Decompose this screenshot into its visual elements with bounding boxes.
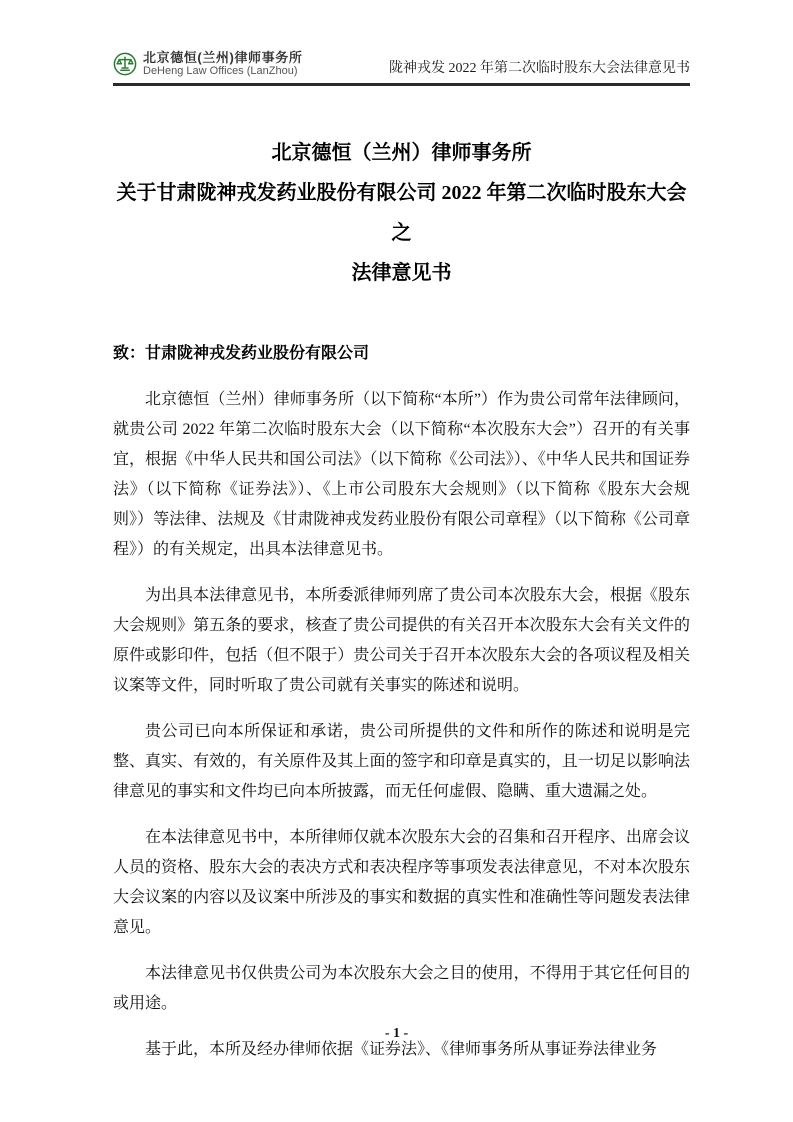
body-paragraph-4: 在本法律意见书中，本所律师仅就本次股东大会的召集和召开程序、出席会议人员的资格、股东大会的表决方式和表决程序等事项发表法律意见，不对本次股东大会议案的内容以及议案中所涉及的事实和数据的真实性和准确性等问题发表法律意见。 bbox=[113, 829, 690, 936]
title-line-1: 北京德恒（兰州）律师事务所 bbox=[271, 142, 532, 164]
body-paragraph-6: 基于此，本所及经办律师依据《证券法》、《律师事务所从事证券法律业务 bbox=[145, 1041, 658, 1058]
page-header bbox=[113, 50, 690, 86]
firm-name-block bbox=[143, 50, 302, 78]
firm-name-en: DeHeng Law Offices (LanZhou) bbox=[143, 65, 298, 77]
body-paragraph-2: 为出具本法律意见书，本所委派律师列席了贵公司本次股东大会，根据《股东大会规则》第五条的要求，核查了贵公司提供的有关召开本次股东大会有关文件的原件或影印件，包括（但不限于）贵公司关于召开本次股东大会的各项议程及相关议案等文件，同时听取了贵公司就有关事实的陈述和说明。 bbox=[113, 587, 690, 694]
title-line-2: 关于甘肃陇神戎发药业股份有限公司 2022 年第二次临时股东大会之 bbox=[116, 182, 687, 244]
body-paragraph-5: 本法律意见书仅供贵公司为本次股东大会之目的使用，不得用于其它任何目的或用途。 bbox=[113, 965, 690, 1012]
firm-identity bbox=[113, 50, 302, 78]
header-document-reference: 陇神戎发 2022 年第二次临时股东大会法律意见书 bbox=[389, 61, 690, 76]
title-line-3: 法律意见书 bbox=[351, 262, 452, 284]
salutation-line: 致：甘肃陇神戎发药业股份有限公司 bbox=[113, 345, 370, 362]
document-title bbox=[113, 133, 690, 293]
firm-name-cn: 北京德恒(兰州)律师事务所 bbox=[143, 50, 303, 65]
scales-of-justice-icon bbox=[113, 52, 137, 76]
page-number: - 1 - bbox=[384, 1026, 409, 1041]
document-body bbox=[113, 88, 690, 1081]
body-paragraph-3: 贵公司已向本所保证和承诺，贵公司所提供的文件和所作的陈述和说明是完整、真实、有效的，有关原件及其上面的签字和印章是真实的，且一切足以影响法律意见的事实和文件均已向本所披露，而无任何虚假、隐瞒、重大遗漏之处。 bbox=[113, 723, 690, 800]
body-paragraph-1: 北京德恒（兰州）律师事务所（以下简称“本所”）作为贵公司常年法律顾问，就贵公司 2022 年第二次临时股东大会（以下简称“本次股东大会”）召开的有关事宜，根据《中华人民共和国公司法》（以下简称《公司法》）、《中华人民共和国证券法》（以下简称《证券法》）、《上市公司股东大会规则》（以下简称《股东大会规则》）等法律、法规及《甘肃陇神戎发药业股份有限公司章程》（以下简称《公司章程》）的有关规定，出具本法律意见书。 bbox=[113, 391, 690, 558]
